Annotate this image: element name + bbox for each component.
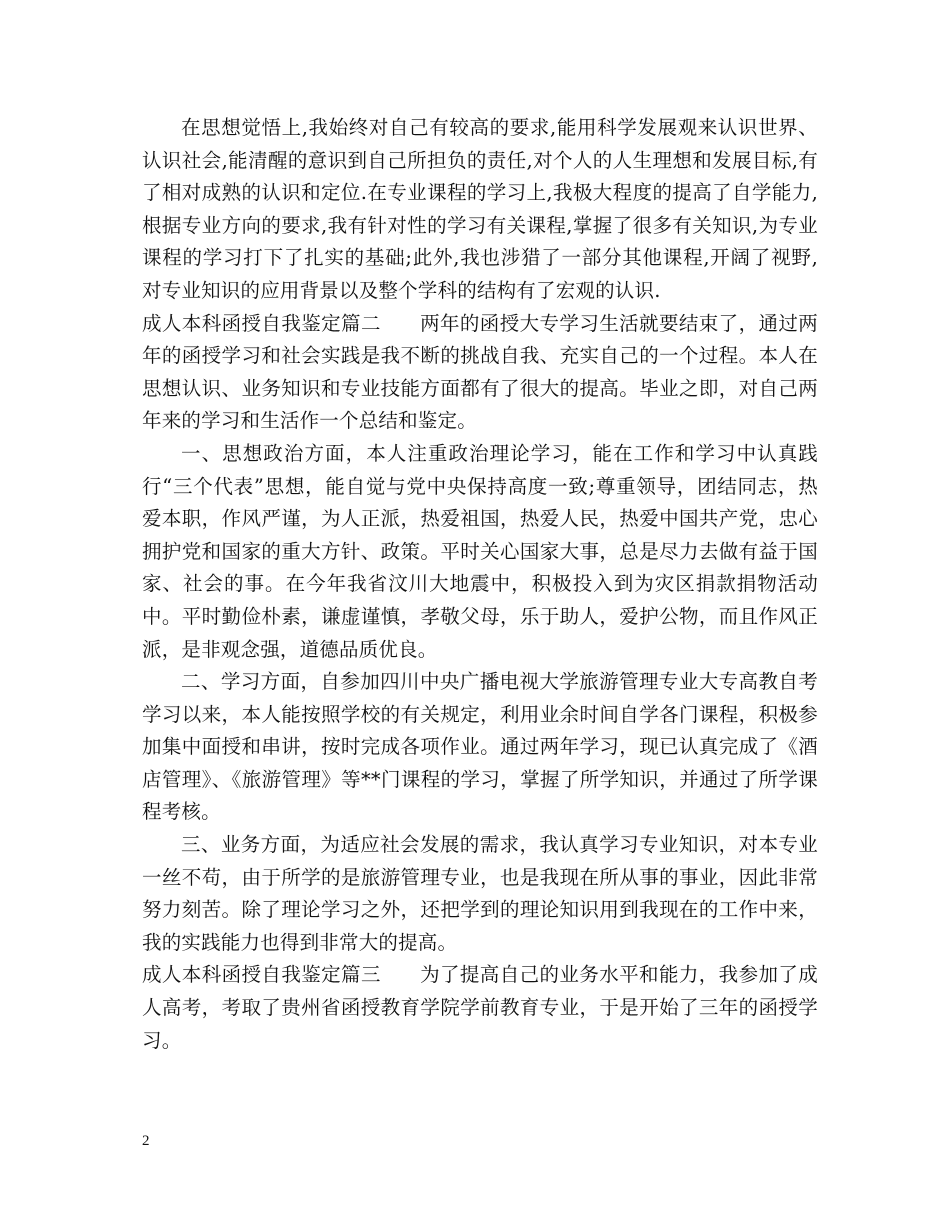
paragraph-text: 两年的函授大专学习生活就要结束了，通过两年的函授学习和社会实践是我不断的挑战自我、充实自己的一个过程。本人在思想认识、业务知识和专业技能方面都有了很大的提高。毕业之即，对自己两年来的学习和生活作一个总结和鉴定。 bbox=[142, 311, 818, 433]
paragraph-text: 为了提高自己的业务水平和能力，我参加了成人高考，考取了贵州省函授教育学院学前教育专业，于是开始了三年的函授学习。 bbox=[142, 963, 818, 1052]
paragraph-political bbox=[142, 438, 818, 666]
paragraph-section-three-intro bbox=[142, 959, 818, 1057]
paragraph-text: 在思想觉悟上,我始终对自己有较高的要求,能用科学发展观来认识世界、认识社会,能清醒的意识到自己所担负的责任,对个人的人生理想和发展目标,有了相对成熟的认识和定位.在专业课程的学习上,我极大程度的提高了自学能力,根据专业方向的要求,我有针对性的学习有关课程,掌握了很多有关知识,为专业课程的学习打下了扎实的基础;此外,我也涉猎了一部分其他课程,开阔了视野,对专业知识的应用背景以及整个学科的结构有了宏观的认识. bbox=[142, 116, 818, 302]
paragraph-text: 一、思想政治方面，本人注重政治理论学习，能在工作和学习中认真践行“三个代表”思想，能自觉与党中央保持高度一致;尊重领导，团结同志，热爱本职，作风严谨，为人正派，热爱祖国，热爱人民，热爱中国共产党，忠心拥护党和国家的重大方针、政策。平时关心国家大事，总是尽力去做有益于国家、社会的事。在今年我省汶川大地震中，积极投入到为灾区捐款捐物活动中。平时勤俭朴素，谦虚谨慎，孝敬父母，乐于助人，爱护公物，而且作风正派，是非观念强，道德品质优良。 bbox=[142, 441, 818, 661]
section-heading-three: 成人本科函授自我鉴定篇三 bbox=[142, 963, 381, 987]
paragraph-business bbox=[142, 829, 818, 959]
paragraph-section-two-intro bbox=[142, 308, 818, 438]
paragraph-text: 三、业务方面，为适应社会发展的需求，我认真学习专业知识，对本专业一丝不苟，由于所学的是旅游管理专业，也是我现在所从事的事业，因此非常努力刻苦。除了理论学习之外，还把学到的理论知识用到我现在的工作中来，我的实践能力也得到非常大的提高。 bbox=[142, 833, 818, 954]
page-number: 2 bbox=[142, 1133, 150, 1149]
document-body bbox=[142, 112, 818, 1057]
paragraph-text: 二、学习方面，自参加四川中央广播电视大学旅游管理专业大专高教自考学习以来，本人能按照学校的有关规定，利用业余时间自学各门课程，积极参加集中面授和串讲，按时完成各项作业。通过两年学习，现已认真完成了《酒店管理》、《旅游管理》等**门课程的学习，掌握了所学知识，并通过了所学课程考核。 bbox=[142, 670, 818, 824]
paragraph-study bbox=[142, 666, 818, 829]
section-heading-two: 成人本科函授自我鉴定篇二 bbox=[142, 311, 381, 335]
paragraph-thought-awareness bbox=[142, 112, 818, 308]
